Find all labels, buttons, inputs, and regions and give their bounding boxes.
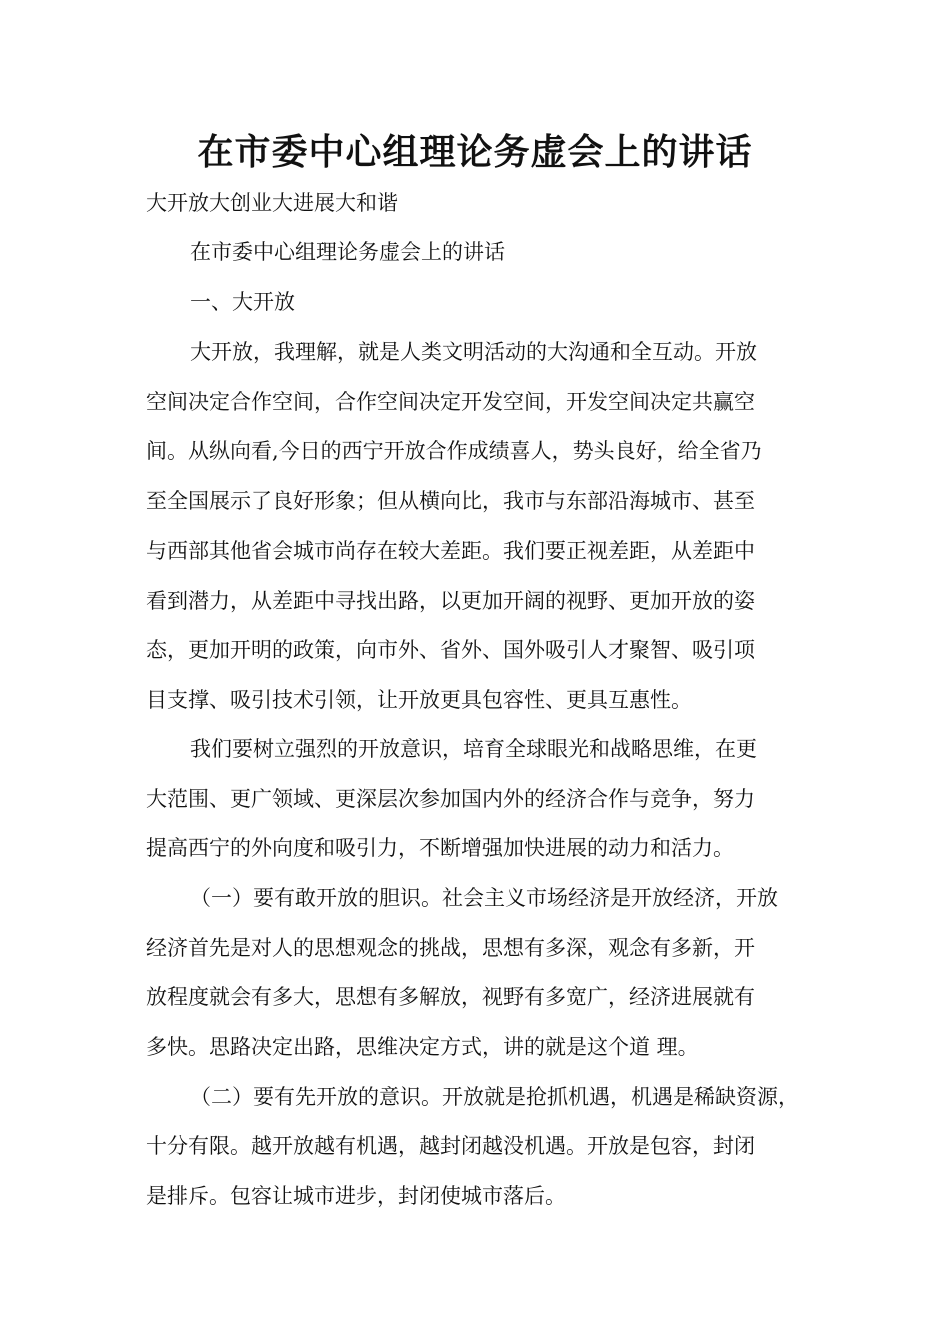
paragraph-line: 目支撑、吸引技术引领，让开放更具包容性、更具互惠性。 bbox=[146, 688, 692, 712]
paragraph-line: 提高西宁的外向度和吸引力，不断增强加快进展的动力和活力。 bbox=[146, 836, 734, 860]
paragraph-line: （一）要有敢开放的胆识。社会主义市场经济是开放经济，开放 bbox=[190, 886, 778, 910]
paragraph-line: 间。从纵向看,今日的西宁开放合作成绩喜人，势头良好，给全省乃 bbox=[146, 439, 762, 463]
section-title: 一、大开放 bbox=[190, 290, 295, 314]
paragraph-line: 空间决定合作空间，合作空间决定开发空间，开发空间决定共赢空 bbox=[146, 390, 755, 414]
paragraph-line: 是排斥。包容让城市进步，封闭使城市落后。 bbox=[146, 1184, 566, 1208]
paragraph-line: 与西部其他省会城市尚存在较大差距。我们要正视差距，从差距中 bbox=[146, 539, 755, 563]
paragraph-line: 放程度就会有多大，思想有多解放，视野有多宽广，经济进展就有 bbox=[146, 985, 755, 1009]
paragraph-line: 经济首先是对人的思想观念的挑战，思想有多深，观念有多新，开 bbox=[146, 936, 755, 960]
document-subtitle: 大开放大创业大进展大和谐 bbox=[146, 191, 398, 215]
paragraph-line: 十分有限。越开放越有机遇，越封闭越没机遇。开放是包容，封闭 bbox=[146, 1134, 755, 1158]
paragraph-line: 大范围、更广领域、更深层次参加国内外的经济合作与竞争，努力 bbox=[146, 787, 755, 811]
paragraph-line: 大开放，我理解，就是人类文明活动的大沟通和全互动。开放 bbox=[190, 340, 757, 364]
paragraph-line: 多快。思路决定出路，思维决定方式，讲的就是这个道 理。 bbox=[146, 1035, 699, 1059]
paragraph-line: 看到潜力，从差距中寻找出路，以更加开阔的视野、更加开放的姿 bbox=[146, 589, 755, 613]
paragraph-line: 至全国展示了良好形象；但从横向比，我市与东部沿海城市、甚至 bbox=[146, 489, 755, 513]
paragraph-line: 态，更加开明的政策，向市外、省外、国外吸引人才聚智、吸引项 bbox=[146, 638, 755, 662]
paragraph-line: （二）要有先开放的意识。开放就是抢抓机遇，机遇是稀缺资源， bbox=[190, 1085, 799, 1109]
speech-heading: 在市委中心组理论务虚会上的讲话 bbox=[190, 240, 505, 264]
document-title: 在市委中心组理论务虚会上的讲话 bbox=[197, 132, 753, 173]
paragraph-line: 我们要树立强烈的开放意识，培育全球眼光和战略思维，在更 bbox=[190, 737, 757, 761]
